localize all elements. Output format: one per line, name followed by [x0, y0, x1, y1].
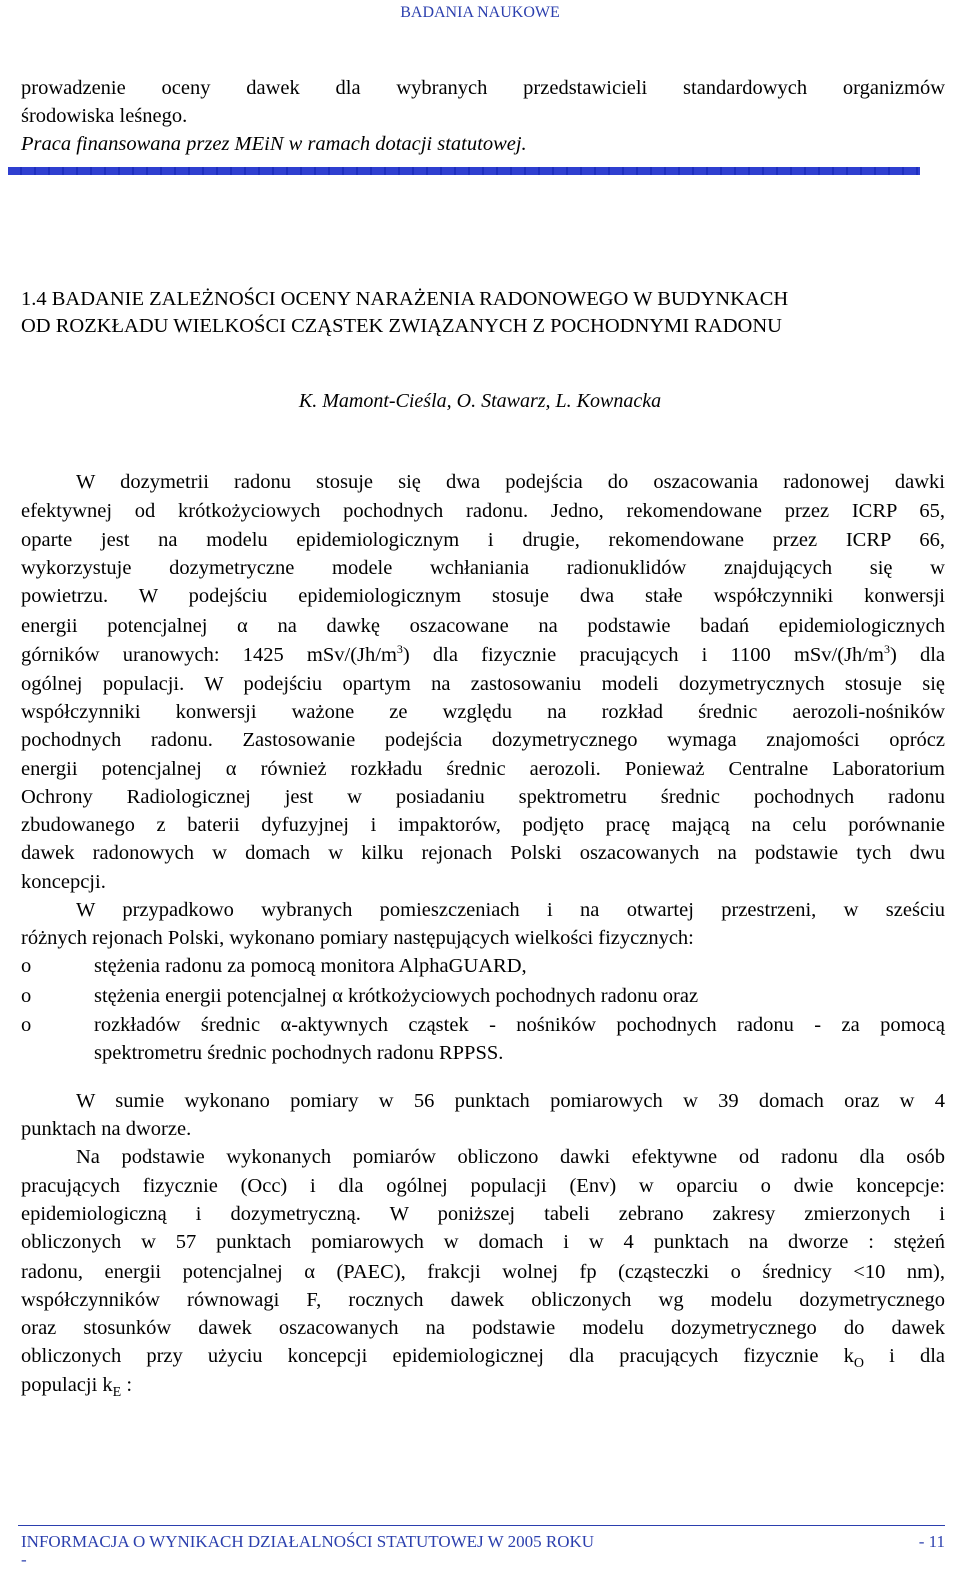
para4-line-ko: obliczonych przy użyciu koncepcji epidemiologicznej dla pracujących fizycznie $k_O$ i dla: [21, 1345, 945, 1372]
para1-line-units: górników uranowych: 1425 mSv/$(Jh/m^3)$ dla fizycznie pracujących i 1100 mSv/$(Jh/m^3)$ dla: [21, 642, 945, 666]
footer-rule: [18, 1525, 945, 1526]
list-item: o stężenia radonu za pomocą monitora AlphaGUARD,: [21, 952, 945, 981]
authors: K. Mamont-Cieśla, O. Stawarz, L. Kownacka: [298, 390, 662, 412]
para1-line: oparte jest na modelu epidemiologicznym i drugie, rekomendowane przez ICRP 66,: [21, 529, 945, 551]
para1-line: dawek radonowych w domach w kilku rejonach Polski oszacowanych na podstawie tych dwu: [21, 842, 945, 864]
bullet-icon: o: [21, 955, 32, 977]
para1-line: W dozymetrii radonu stosuje się dwa podejścia do oszacowania radonowej dawki: [76, 471, 945, 493]
para1-line: energii potencjalnej α na dawkę oszacowane na podstawie badań epidemiologicznych: [21, 615, 945, 637]
bullet-icon: o: [21, 985, 32, 1007]
funding-note: Praca finansowana przez MEiN w ramach dotacji statutowej.: [21, 133, 527, 155]
para4-line: radonu, energii potencjalnej α (PAEC), frakcji wolnej fp (cząsteczki o średnicy <10 nm),: [21, 1261, 945, 1283]
para4-line: pracujących fizycznie (Occ) i dla ogólnej populacji (Env) w oparciu o dwie koncepcje:: [21, 1175, 945, 1197]
para3-line: W sumie wykonano pomiary w 56 punktach pomiarowych w 39 domach oraz w 4: [76, 1090, 945, 1112]
divider-rule: [8, 167, 920, 175]
list-item: o rozkładów średnic α-aktywnych cząstek - nośników pochodnych radonu - za pomocą: [21, 1011, 945, 1040]
footer-title: INFORMACJA O WYNIKACH DZIAŁALNOŚCI STATUTOWEJ W 2005 ROKU: [21, 1532, 595, 1551]
running-footer: [21, 1532, 945, 1569]
para1-line: pochodnych radonu. Zastosowanie podejścia dozymetrycznego wymaga znajomości oprócz: [21, 729, 945, 751]
para1-line: efektywnej od krótkożyciowych pochodnych radonu. Jedno, rekomendowane przez ICRP 65,: [21, 500, 945, 522]
para4-line: Na podstawie wykonanych pomiarów obliczono dawki efektywne od radonu dla osób: [76, 1146, 945, 1168]
para1-line: koncepcji.: [21, 871, 106, 893]
intro-line-2: środowiska leśnego.: [21, 105, 188, 127]
section-title-line-2: OD ROZKŁADU WIELKOŚCI CZĄSTEK ZWIĄZANYCH Z POCHODNYMI RADONU: [21, 315, 782, 337]
section-title-line-1: 1.4 BADANIE ZALEŻNOŚCI OCENY NARAŻENIA RADONOWEGO W BUDYNKACH: [21, 288, 789, 310]
para3-line: punktach na dworze.: [21, 1118, 192, 1140]
para1-line: wykorzystuje dozymetryczne modele wchłaniania radionuklidów znajdujących się w: [21, 557, 945, 579]
para1-line: powietrzu. W podejściu epidemiologicznym stosuje dwa stałe współczynniki konwersji: [21, 585, 945, 607]
para2-line: różnych rejonach Polski, wykonano pomiary następujących wielkości fizycznych:: [21, 927, 694, 949]
para1-line: ogólnej populacji. W podejściu opartym na zastosowaniu modeli dozymetrycznych stosuje się: [21, 673, 945, 695]
para4-line: obliczonych w 57 punktach pomiarowych w domach i w 4 punktach na dworze : stężeń: [21, 1231, 945, 1253]
intro-line-1: prowadzenie oceny dawek dla wybranych przedstawicieli standardowych organizmów: [21, 77, 945, 99]
footer-dash: -: [21, 1550, 27, 1569]
para2-line: W przypadkowo wybranych pomieszczeniach i na otwartej przestrzeni, w sześciu: [76, 899, 945, 921]
para4-line-ke: populacji $k_E$ :: [21, 1374, 133, 1401]
running-header: BADANIA NAUKOWE: [400, 4, 560, 21]
para1-line: zbudowanego z baterii dyfuzyjnej i impaktorów, podjęto pracę mającą na celu porównanie: [21, 814, 945, 836]
list-item: o stężenia energii potencjalnej α krótkożyciowych pochodnych radonu oraz: [21, 982, 945, 1011]
para4-line: współczynników równowagi F, rocznych dawek obliczonych wg modelu dozymetrycznego: [21, 1289, 945, 1311]
page-number: - 11: [918, 1532, 945, 1551]
bullet-icon: o: [21, 1014, 32, 1036]
para4-line: oraz stosunków dawek oszacowanych na podstawie modelu dozymetrycznego do dawek: [21, 1317, 945, 1339]
para1-line: Ochrony Radiologicznej jest w posiadaniu spektrometru średnic pochodnych radonu: [21, 786, 945, 808]
para1-line: współczynniki konwersji ważone ze względu na rozkład średnic aerozoli-nośników: [21, 701, 945, 723]
para1-line: energii potencjalnej α również rozkładu średnic aerozoli. Ponieważ Centralne Laboratorium: [21, 758, 945, 780]
para4-line: epidemiologiczną i dozymetryczną. W poniższej tabeli zebrano zakresy zmierzonych i: [21, 1203, 945, 1225]
list-item-continuation: spektrometru średnic pochodnych radonu RPPSS.: [94, 1042, 504, 1064]
